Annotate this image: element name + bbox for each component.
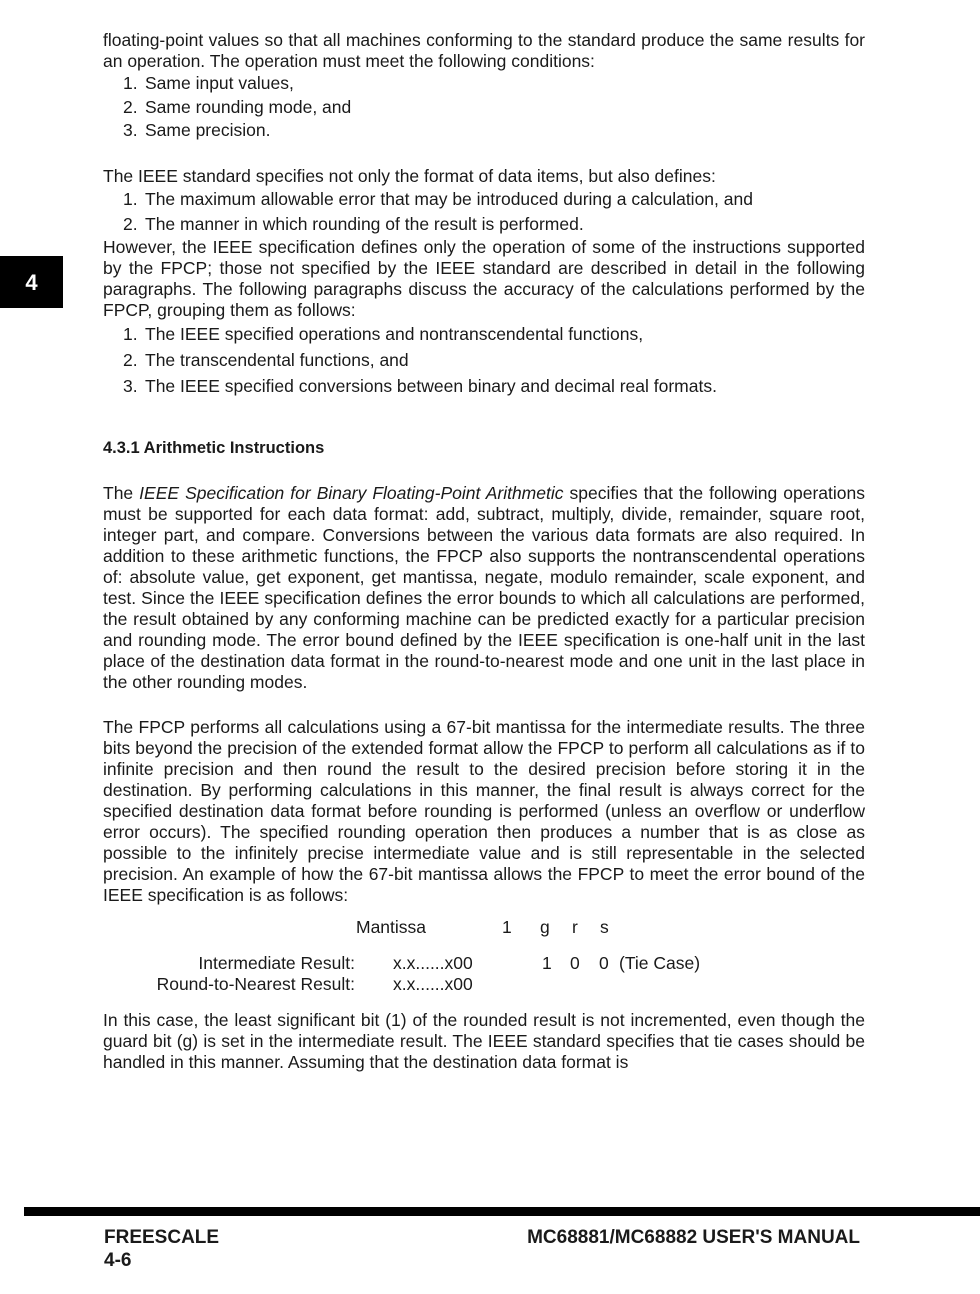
list-item: 3. The IEEE specified conversions between binary and decimal real formats. bbox=[123, 375, 717, 396]
footer-rule bbox=[24, 1207, 980, 1216]
r-header: r bbox=[572, 916, 578, 937]
footer-left bbox=[104, 1226, 219, 1272]
list-item: 3. Same precision. bbox=[123, 120, 271, 140]
intro-paragraph: floating-point values so that all machines conforming to the standard produce the same results for an operation. The operation must meet the following conditions: bbox=[103, 30, 865, 71]
list-item: 2. The manner in which rounding of the result is performed. bbox=[123, 213, 584, 234]
l-header: 1 bbox=[502, 916, 512, 937]
intermediate-g: 0 bbox=[570, 952, 580, 973]
grouping-list bbox=[103, 321, 865, 399]
list-item: 2. Same rounding mode, and bbox=[123, 96, 352, 117]
mantissa-paragraph: The FPCP performs all calculations using a 67-bit mantissa for the intermediate results. The three bits beyond the precision of the extended format allow the FPCP to perform all calculations as if to infinite precision and then round the result to the desired precision before storing it in the destination. By performing calculations in this manner, the final result is always correct for the specified destination data format before rounding is performed (unless an overflow or underflow error occurs). The specified rounding operation then produces a number that is as close as possible to the infinitely precise intermediate value and is still representable in the selected precision. An example of how the 67-bit mantissa allows the FPCP to meet the error bound of the IEEE specification is as follows: bbox=[103, 716, 865, 905]
list-item: 1. Same input values, bbox=[123, 73, 294, 93]
s-header: s bbox=[600, 916, 609, 937]
intermediate-label: Intermediate Result: bbox=[198, 952, 355, 973]
chapter-tab: 4 bbox=[0, 256, 63, 308]
intermediate-mantissa: x.x......x00 bbox=[393, 952, 473, 973]
mantissa-header: Mantissa bbox=[356, 916, 427, 937]
round-nearest-label: Round-to-Nearest Result: bbox=[156, 973, 355, 994]
g-header: g bbox=[540, 916, 550, 937]
list-item: 2. The transcendental functions, and bbox=[123, 349, 409, 370]
section-heading: 4.3.1 Arithmetic Instructions bbox=[103, 438, 325, 457]
page-number: 4-6 bbox=[104, 1250, 132, 1271]
intermediate-l: 1 bbox=[542, 952, 552, 973]
list-item: 1. The maximum allowable error that may be introduced during a calculation, and bbox=[123, 188, 753, 209]
tie-case-paragraph: In this case, the least significant bit (1) of the rounded result is not incremented, even though the guard bit (g) is set in the intermediate result. The IEEE standard specifies that tie cases should be handled in this manner. Assuming that the destination data format is bbox=[103, 1009, 865, 1072]
spec-title: IEEE Specification for Binary Floating-Point Arithmetic bbox=[139, 482, 564, 503]
fpcp-spec-paragraph: However, the IEEE specification defines only the operation of some of the instructions supported by the FPCP; those not specified by the IEEE standard are described in detail in the following paragraphs. The following paragraphs discuss the accuracy of the calculations performed by the FPCP, grouping them as follows: bbox=[103, 236, 865, 320]
intermediate-r: 0 bbox=[599, 952, 609, 973]
round-nearest-mantissa: x.x......x00 bbox=[393, 973, 473, 994]
ieee-defines-paragraph: The IEEE standard specifies not only the format of data items, but also defines: bbox=[103, 165, 716, 186]
tie-case-note: (Tie Case) bbox=[619, 952, 701, 973]
footer-brand: FREESCALE bbox=[104, 1227, 220, 1248]
list-item: 1. The IEEE specified operations and nontranscendental functions, bbox=[123, 323, 644, 344]
conditions-list bbox=[103, 72, 865, 143]
ieee-defines-list bbox=[103, 187, 865, 237]
rounding-example bbox=[103, 906, 865, 1010]
arithmetic-paragraph: The IEEE Specification for Binary Floating-Point Arithmetic specifies that the following operations must be supported for each data format: add, subtract, multiply, divide, remainder, square root, integer part, and compare. Conversions between the various data formats are also required. In addition to these arithmetic functions, the FPCP also supports the nontranscendental operations of: absolute value, get exponent, get mantissa, negate, modulo remainder, scale exponent, and test. Since the IEEE specification defines the error bounds to which all calculations are performed, the result obtained by any conforming machine can be predicted exactly for a particular precision and rounding mode. The error bound defined by the IEEE specification is one-half unit in the last place of the destination data format in the round-to-nearest mode and one unit in the last place in the other rounding modes. bbox=[103, 482, 865, 692]
page-content bbox=[103, 30, 865, 1073]
manual-title: MC68881/MC68882 USER'S MANUAL bbox=[527, 1227, 860, 1248]
